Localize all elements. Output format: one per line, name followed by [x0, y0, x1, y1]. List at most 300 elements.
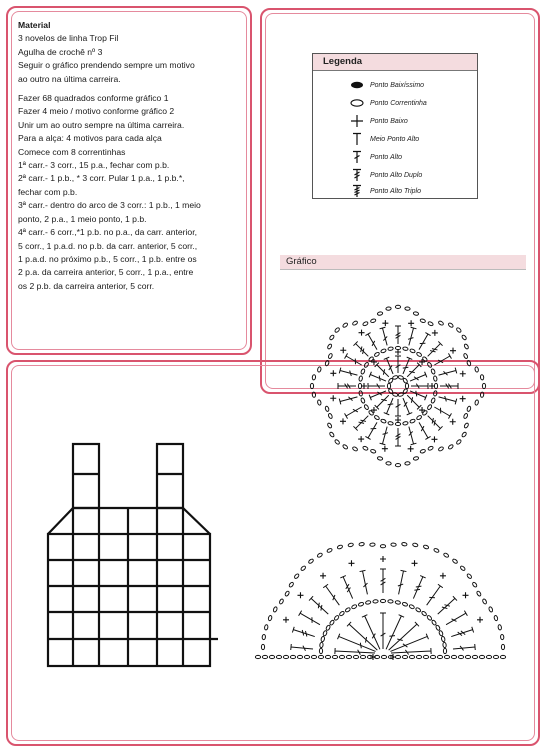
chain-stitch-symbol: [488, 606, 493, 612]
tall-stitch-symbol: [395, 356, 401, 373]
tall-stitch-symbol: [451, 627, 473, 637]
chain-stitch-symbol: [328, 413, 333, 419]
instructions-text: [18, 19, 244, 293]
chain-stitch-symbol: [360, 368, 365, 374]
tall-stitch-symbol: [446, 611, 467, 625]
chain-stitch-symbol: [346, 655, 351, 658]
chain-stitch-symbol: [311, 655, 316, 658]
chain-stitch-symbol: [318, 655, 323, 658]
legend-item-label: Ponto Alto Triplo: [370, 187, 421, 195]
chain-stitch-symbol: [405, 307, 411, 311]
grid-lines: [48, 444, 218, 666]
chain-stitch-symbol: [334, 327, 340, 333]
tall-stitch-symbol: [427, 584, 443, 605]
chain-stitch-symbol: [402, 602, 408, 607]
chain-stitch-symbol: [493, 655, 498, 658]
chain-stitch-symbol: [312, 375, 316, 381]
tall-stitch-symbol: [339, 397, 357, 405]
chain-stitch-symbol: [500, 655, 505, 658]
tall-stitch-symbol: [380, 569, 386, 593]
chain-stitch-symbol: [381, 655, 386, 658]
chain-stitch-symbol: [308, 558, 314, 564]
chain-stitch-symbol: [297, 655, 302, 658]
legend-item-label: Meio Ponto Alto: [370, 135, 420, 143]
chain-stitch-symbol: [448, 444, 454, 450]
single-crochet-symbol: [358, 436, 364, 442]
chain-stitch-symbol: [332, 655, 337, 658]
step-line: Comece com 8 correntinhas: [18, 146, 126, 157]
chain-stitch-symbol: [364, 362, 370, 368]
chain-stitch-symbol: [342, 322, 348, 328]
chain-stitch-symbol: [329, 432, 335, 438]
chain-stitch-symbol: [413, 311, 419, 315]
tall-stitch-symbol: [292, 627, 314, 637]
chain-stitch-symbol: [273, 606, 278, 612]
chain-stitch-symbol: [288, 582, 294, 588]
tall-stitch-symbol: [338, 634, 376, 652]
right-strap: [157, 444, 183, 508]
tall-stitch-symbol: [434, 407, 451, 419]
step-line: 1 p.a.d. no próximo p.b., 5 corr., 1 p.b. entre os: [18, 253, 197, 264]
chain-stitch-symbol: [472, 582, 478, 588]
chain-stitch-symbol: [342, 444, 348, 450]
chain-stitch-symbol: [416, 655, 421, 658]
tall-stitch-symbol: [408, 327, 416, 345]
chain-stitch-symbol: [461, 334, 467, 340]
chain-stitch-symbol: [443, 642, 447, 648]
chain-stitch-symbol: [345, 607, 351, 613]
chain-stitch-symbol: [452, 558, 458, 564]
tall-stitch-symbol: [368, 383, 385, 389]
tall-stitch-symbol: [353, 416, 368, 431]
chain-stitch-symbol: [317, 367, 321, 373]
chain-stitch-symbol: [380, 348, 386, 353]
material-line: ao outro na última carreira.: [18, 73, 121, 84]
chain-stitch-symbol: [386, 307, 392, 311]
tall-stitch-symbol: [390, 634, 428, 652]
chain-stitch-symbol: [327, 548, 333, 553]
motif-stitches: [310, 305, 485, 466]
chain-stitch-symbol: [405, 383, 408, 388]
tall-stitch-symbol: [434, 353, 451, 365]
chain-stitch-symbol: [438, 446, 444, 451]
chain-stitch-symbol: [423, 545, 429, 550]
legend-item-label: Ponto Baixíssimo: [370, 81, 425, 89]
chain-stitch-symbol: [386, 461, 392, 465]
tall-stitch-symbol: [375, 395, 389, 409]
chain-stitch-symbol: [327, 343, 332, 349]
tall-stitch-symbol: [403, 398, 412, 415]
chain-stitch-symbol: [362, 321, 368, 326]
chain-stitch-symbol: [279, 598, 284, 604]
chain-stitch-symbol: [359, 542, 365, 546]
chain-stitch-symbol: [358, 602, 364, 607]
chain-stitch-symbol: [380, 599, 385, 602]
chain-stitch-symbol: [443, 648, 446, 653]
chain-stitch-symbol: [410, 419, 416, 424]
chain-stitch-symbol: [374, 415, 380, 421]
legend-item-meio-ponto-alto: [350, 132, 419, 146]
chain-stitch-symbol: [402, 378, 408, 384]
chain-stitch-symbol: [498, 625, 502, 631]
chain-stitch-symbol: [410, 348, 416, 353]
chain-stitch-symbol: [388, 347, 394, 351]
chain-stitch-symbol: [365, 600, 371, 604]
chain-stitch-symbol: [480, 375, 484, 381]
tall-stitch-symbol: [369, 391, 386, 400]
chain-stitch-symbol: [395, 600, 401, 604]
chain-stitch-symbol: [422, 356, 428, 362]
single-crochet-symbol: [432, 330, 438, 336]
chain-stitch-symbol: [395, 464, 400, 467]
single-crochet-symbol: [408, 446, 414, 452]
tall-stitch-symbol: [365, 333, 377, 350]
single-crochet-symbol: [340, 418, 346, 424]
tall-stitch-symbol: [309, 596, 328, 614]
chain-stitch-symbol: [380, 419, 386, 424]
chain-stitch-symbol: [437, 655, 442, 658]
single-crochet-symbol: [419, 407, 425, 413]
tall-stitch-symbol: [413, 576, 425, 599]
chain-stitch-symbol: [261, 644, 264, 649]
tall-stitch-symbol: [291, 644, 313, 651]
single-crochet-symbol: [440, 573, 446, 579]
t-double-slash-icon: [350, 168, 364, 182]
step-line: 2 p.a. da carreira anterior, 5 corr., 1 p.a., entre: [18, 267, 194, 278]
tall-stitch-symbol: [398, 570, 407, 594]
chain-stitch-symbol: [353, 655, 358, 658]
chain-stitch-symbol: [448, 322, 454, 328]
single-crochet-symbol: [390, 654, 396, 660]
single-crochet-symbol: [330, 370, 336, 376]
step-line: 2ª carr.- 1 p.b., * 3 corr. Pular 1 p.a., 1 p.b.*,: [18, 173, 185, 184]
chain-stitch-symbol: [373, 599, 379, 603]
tall-stitch-symbol: [439, 368, 457, 376]
chain-stitch-symbol: [300, 565, 306, 571]
chain-stitch-symbol: [377, 311, 383, 315]
chain-stitch-symbol: [348, 543, 354, 548]
tall-stitch-symbol: [395, 399, 401, 416]
chain-stitch-symbol: [479, 655, 484, 658]
chain-stitch-symbol: [262, 634, 266, 639]
chain-stitch-symbol: [388, 388, 394, 394]
tall-stitch-symbol: [365, 422, 377, 439]
chain-stitch-symbol: [334, 439, 340, 445]
tall-stitch-symbol: [360, 570, 368, 594]
chain-stitch-symbol: [466, 573, 472, 579]
chain-stitch-symbol: [403, 421, 409, 425]
chain-stitch-symbol: [294, 573, 300, 579]
chain-stitch-symbol: [368, 356, 374, 362]
half-motif-diagram: [250, 515, 516, 665]
step-line: 1ª carr.- 3 corr., 15 p.a., fechar com p.b.: [18, 160, 170, 171]
half-motif-stitches: [255, 542, 505, 660]
chain-stitch-symbol: [319, 648, 322, 653]
chain-stitch-symbol: [388, 421, 394, 425]
tall-stitch-symbol: [338, 383, 356, 389]
chain-stitch-symbol: [325, 406, 330, 412]
tall-stitch-symbol: [353, 341, 368, 356]
chain-stitch-symbol: [456, 439, 462, 445]
chain-stitch-symbol: [422, 410, 428, 416]
chain-stitch-symbol: [467, 360, 472, 366]
tall-stitch-symbol: [407, 363, 421, 377]
chain-stitch-symbol: [262, 655, 267, 658]
step-line: Fazer 4 meio / motivo conforme gráfico 2: [18, 106, 175, 117]
single-crochet-symbol: [419, 359, 425, 365]
chain-stitch-symbol: [284, 591, 289, 597]
chain-stitch-symbol: [465, 655, 470, 658]
step-line: Para a alça: 4 motivos para cada alça: [18, 133, 162, 144]
chain-stitch-symbol: [405, 461, 411, 465]
tall-stitch-symbol: [411, 383, 428, 389]
single-crochet-symbol: [348, 560, 354, 566]
chain-stitch-symbol: [423, 655, 428, 658]
chain-stitch-symbol: [409, 604, 415, 609]
chain-stitch-symbol: [456, 327, 462, 333]
step-line: 5 corr., 1 p.a.d. no p.b. da carr. anterior, 5 corr.,: [18, 240, 198, 251]
chain-stitch-symbol: [370, 318, 376, 323]
chain-stitch-symbol: [463, 353, 468, 359]
chain-stitch-symbol: [430, 655, 435, 658]
chain-stitch-symbol: [475, 367, 479, 373]
legend-item-ponto-baixo: [350, 114, 408, 128]
chain-stitch-symbol: [269, 655, 274, 658]
t-triple-slash-icon: [350, 184, 364, 198]
chain-stitch-symbol: [310, 383, 313, 388]
chain-stitch-symbol: [352, 320, 358, 325]
tall-stitch-symbol: [380, 613, 386, 649]
chain-stitch-symbol: [334, 615, 340, 621]
chain-stitch-symbol: [433, 376, 437, 382]
chain-stitch-symbol: [395, 305, 400, 308]
chain-stitch-symbol: [463, 413, 468, 419]
tall-stitch-symbol: [419, 333, 431, 350]
single-crochet-symbol: [370, 654, 376, 660]
single-crochet-symbol: [431, 436, 437, 442]
chain-stitch-symbol: [451, 655, 456, 658]
chart-section-title: Gráfico: [280, 255, 526, 270]
legend-title: Legenda: [313, 54, 477, 71]
tall-stitch-symbol: [395, 326, 401, 344]
chain-stitch-symbol: [460, 565, 466, 571]
chain-stitch-symbol: [360, 398, 365, 404]
chain-stitch-symbol: [325, 625, 330, 631]
single-crochet-symbol: [382, 320, 388, 326]
chain-stitch-symbol: [317, 400, 321, 406]
chain-stitch-symbol: [325, 360, 330, 366]
single-crochet-symbol: [340, 347, 346, 353]
chain-stitch-symbol: [413, 456, 419, 460]
chain-stitch-symbol: [370, 543, 375, 547]
chain-stitch-symbol: [480, 392, 484, 398]
single-crochet-symbol: [429, 383, 435, 389]
chain-stitch-symbol: [438, 320, 444, 325]
chain-stitch-symbol: [329, 620, 335, 626]
chain-stitch-symbol: [416, 415, 422, 421]
chain-stitch-symbol: [392, 375, 398, 380]
chain-stitch-symbol: [398, 392, 404, 397]
chain-stitch-symbol: [337, 545, 343, 550]
tall-stitch-symbol: [439, 396, 457, 404]
legend-item-ponto-baixissimo: [350, 78, 424, 92]
tall-stitch-symbol: [384, 357, 393, 374]
chain-stitch-symbol: [325, 655, 330, 658]
t-bar-icon: [350, 132, 364, 146]
chain-stitch-symbol: [433, 548, 439, 553]
single-crochet-symbol: [330, 395, 336, 401]
chain-stitch-symbol: [444, 655, 449, 658]
chain-stitch-symbol: [464, 422, 469, 428]
chain-stitch-symbol: [439, 630, 444, 636]
tall-stitch-symbol: [380, 427, 388, 445]
chain-stitch-symbol: [327, 422, 332, 428]
tall-stitch-symbol: [340, 576, 352, 599]
chain-stitch-symbol: [268, 615, 273, 621]
legend-item-label: Ponto Alto: [370, 153, 403, 161]
chain-stitch-symbol: [304, 655, 309, 658]
chain-stitch-symbol: [290, 655, 295, 658]
chain-stitch-symbol: [467, 406, 472, 412]
chain-stitch-symbol: [426, 615, 432, 621]
legend-item-ponto-correntinha: [350, 96, 427, 110]
chain-stitch-symbol: [283, 655, 288, 658]
step-line: 4ª carr.- 6 corr.,*1 p.b. no p.a., da carr. anterior,: [18, 227, 197, 238]
chain-stitch-symbol: [464, 343, 469, 349]
chain-stitch-symbol: [443, 552, 449, 557]
chain-stitch-symbol: [475, 400, 479, 406]
tall-stitch-symbol: [428, 416, 443, 431]
chain-stitch-symbol: [329, 334, 335, 340]
legend-item-ponto-alto-duplo: [350, 168, 422, 182]
chain-stitch-symbol: [472, 655, 477, 658]
chain-stitch-symbol: [328, 353, 333, 359]
square-motif-diagram: [295, 286, 501, 486]
chain-stitch-symbol: [359, 391, 363, 397]
tall-stitch-symbol: [323, 584, 339, 605]
legend-box: [312, 53, 478, 199]
left-strap: [73, 444, 99, 508]
tall-stitch-symbol: [380, 327, 388, 345]
chain-stitch-symbol: [380, 545, 385, 548]
chain-stitch-symbol: [431, 368, 436, 374]
chain-stitch-symbol: [420, 318, 426, 323]
chain-stitch-symbol: [402, 542, 408, 546]
tall-stitch-symbol: [339, 368, 357, 376]
legend-item-ponto-alto: [350, 150, 402, 164]
step-line: 3ª carr.- dentro do arco de 3 corr.: 1 p.b., 1 meio: [18, 200, 201, 211]
chain-stitch-symbol: [435, 625, 440, 631]
chain-stitch-symbol: [409, 655, 414, 658]
chain-stitch-symbol: [388, 599, 394, 603]
single-crochet-symbol: [450, 348, 456, 354]
chain-stitch-symbol: [476, 591, 481, 597]
chain-stitch-symbol: [501, 644, 504, 649]
chain-stitch-symbol: [374, 352, 380, 358]
cross-icon: [350, 114, 364, 128]
chain-stitch-symbol: [362, 446, 368, 451]
step-line: Fazer 68 quadrados conforme gráfico 1: [18, 93, 169, 104]
chain-stitch-symbol: [351, 604, 357, 609]
filled-oval-icon: [350, 78, 364, 92]
chain-stitch-symbol: [312, 392, 316, 398]
single-crochet-symbol: [380, 556, 386, 562]
chain-stitch-symbol: [458, 655, 463, 658]
instructions-panel: [6, 6, 252, 355]
chain-stitch-symbol: [420, 449, 426, 454]
single-crochet-symbol: [460, 396, 466, 402]
chain-stitch-symbol: [276, 655, 281, 658]
tall-stitch-symbol: [345, 407, 362, 419]
tall-stitch-symbol: [375, 363, 389, 377]
chain-stitch-symbol: [323, 630, 328, 636]
single-crochet-symbol: [460, 371, 466, 377]
chain-stitch-symbol: [482, 598, 487, 604]
chain-stitch-symbol: [264, 625, 268, 631]
chain-stitch-symbol: [431, 398, 436, 404]
chain-stitch-symbol: [339, 611, 345, 617]
single-crochet-symbol: [412, 560, 418, 566]
chain-stitch-symbol: [427, 362, 433, 368]
chain-stitch-symbol: [352, 446, 358, 451]
chain-stitch-symbol: [377, 456, 383, 460]
chain-stitch-symbol: [494, 615, 499, 621]
chain-stitch-symbol: [320, 642, 324, 648]
chain-stitch-symbol: [370, 449, 376, 454]
chain-stitch-symbol: [428, 321, 434, 326]
chain-stitch-symbol: [317, 552, 323, 557]
tall-stitch-symbol: [453, 644, 475, 650]
single-crochet-symbol: [283, 617, 289, 623]
chain-stitch-symbol: [500, 634, 504, 639]
chain-stitch-symbol: [427, 404, 433, 410]
single-crochet-symbol: [450, 419, 456, 425]
single-crochet-symbol: [320, 573, 326, 579]
step-line: os 2 p.b. da carreira anterior, 5 corr.: [18, 280, 155, 291]
tall-stitch-symbol: [438, 596, 457, 614]
chain-stitch-symbol: [359, 376, 363, 382]
single-crochet-symbol: [371, 407, 377, 413]
chain-stitch-symbol: [339, 655, 344, 658]
single-crochet-symbol: [395, 417, 401, 423]
chain-stitch-symbol: [461, 432, 467, 438]
chain-stitch-symbol: [391, 543, 396, 547]
chain-stitch-symbol: [403, 347, 409, 351]
tall-stitch-symbol: [395, 428, 401, 446]
tall-stitch-symbol: [419, 422, 431, 439]
step-line: Unir um ao outro sempre na última carreira.: [18, 119, 185, 130]
single-crochet-symbol: [382, 446, 388, 452]
chain-stitch-symbol: [360, 655, 365, 658]
single-crochet-symbol: [477, 617, 483, 623]
garment-grid-diagram: [40, 440, 220, 680]
single-crochet-symbol: [371, 359, 377, 365]
legend-item-label: Ponto Correntinha: [370, 99, 427, 107]
legend-item-label: Ponto Baixo: [370, 117, 408, 125]
step-line: fechar com p.b.: [18, 186, 78, 197]
t-single-slash-icon: [350, 150, 364, 164]
step-line: ponto, 2 p.a., 1 meio ponto, 1 p.b.: [18, 213, 147, 224]
chain-stitch-symbol: [321, 636, 325, 642]
chain-stitch-symbol: [482, 383, 485, 388]
chain-stitch-symbol: [415, 607, 421, 613]
chain-stitch-symbol: [412, 543, 418, 548]
material-line: Seguir o gráfico prendendo sempre um motivo: [18, 60, 195, 71]
single-crochet-symbol: [395, 349, 401, 355]
tall-stitch-symbol: [440, 383, 458, 389]
material-title: Material: [18, 20, 51, 30]
chain-stitch-symbol: [395, 655, 400, 658]
